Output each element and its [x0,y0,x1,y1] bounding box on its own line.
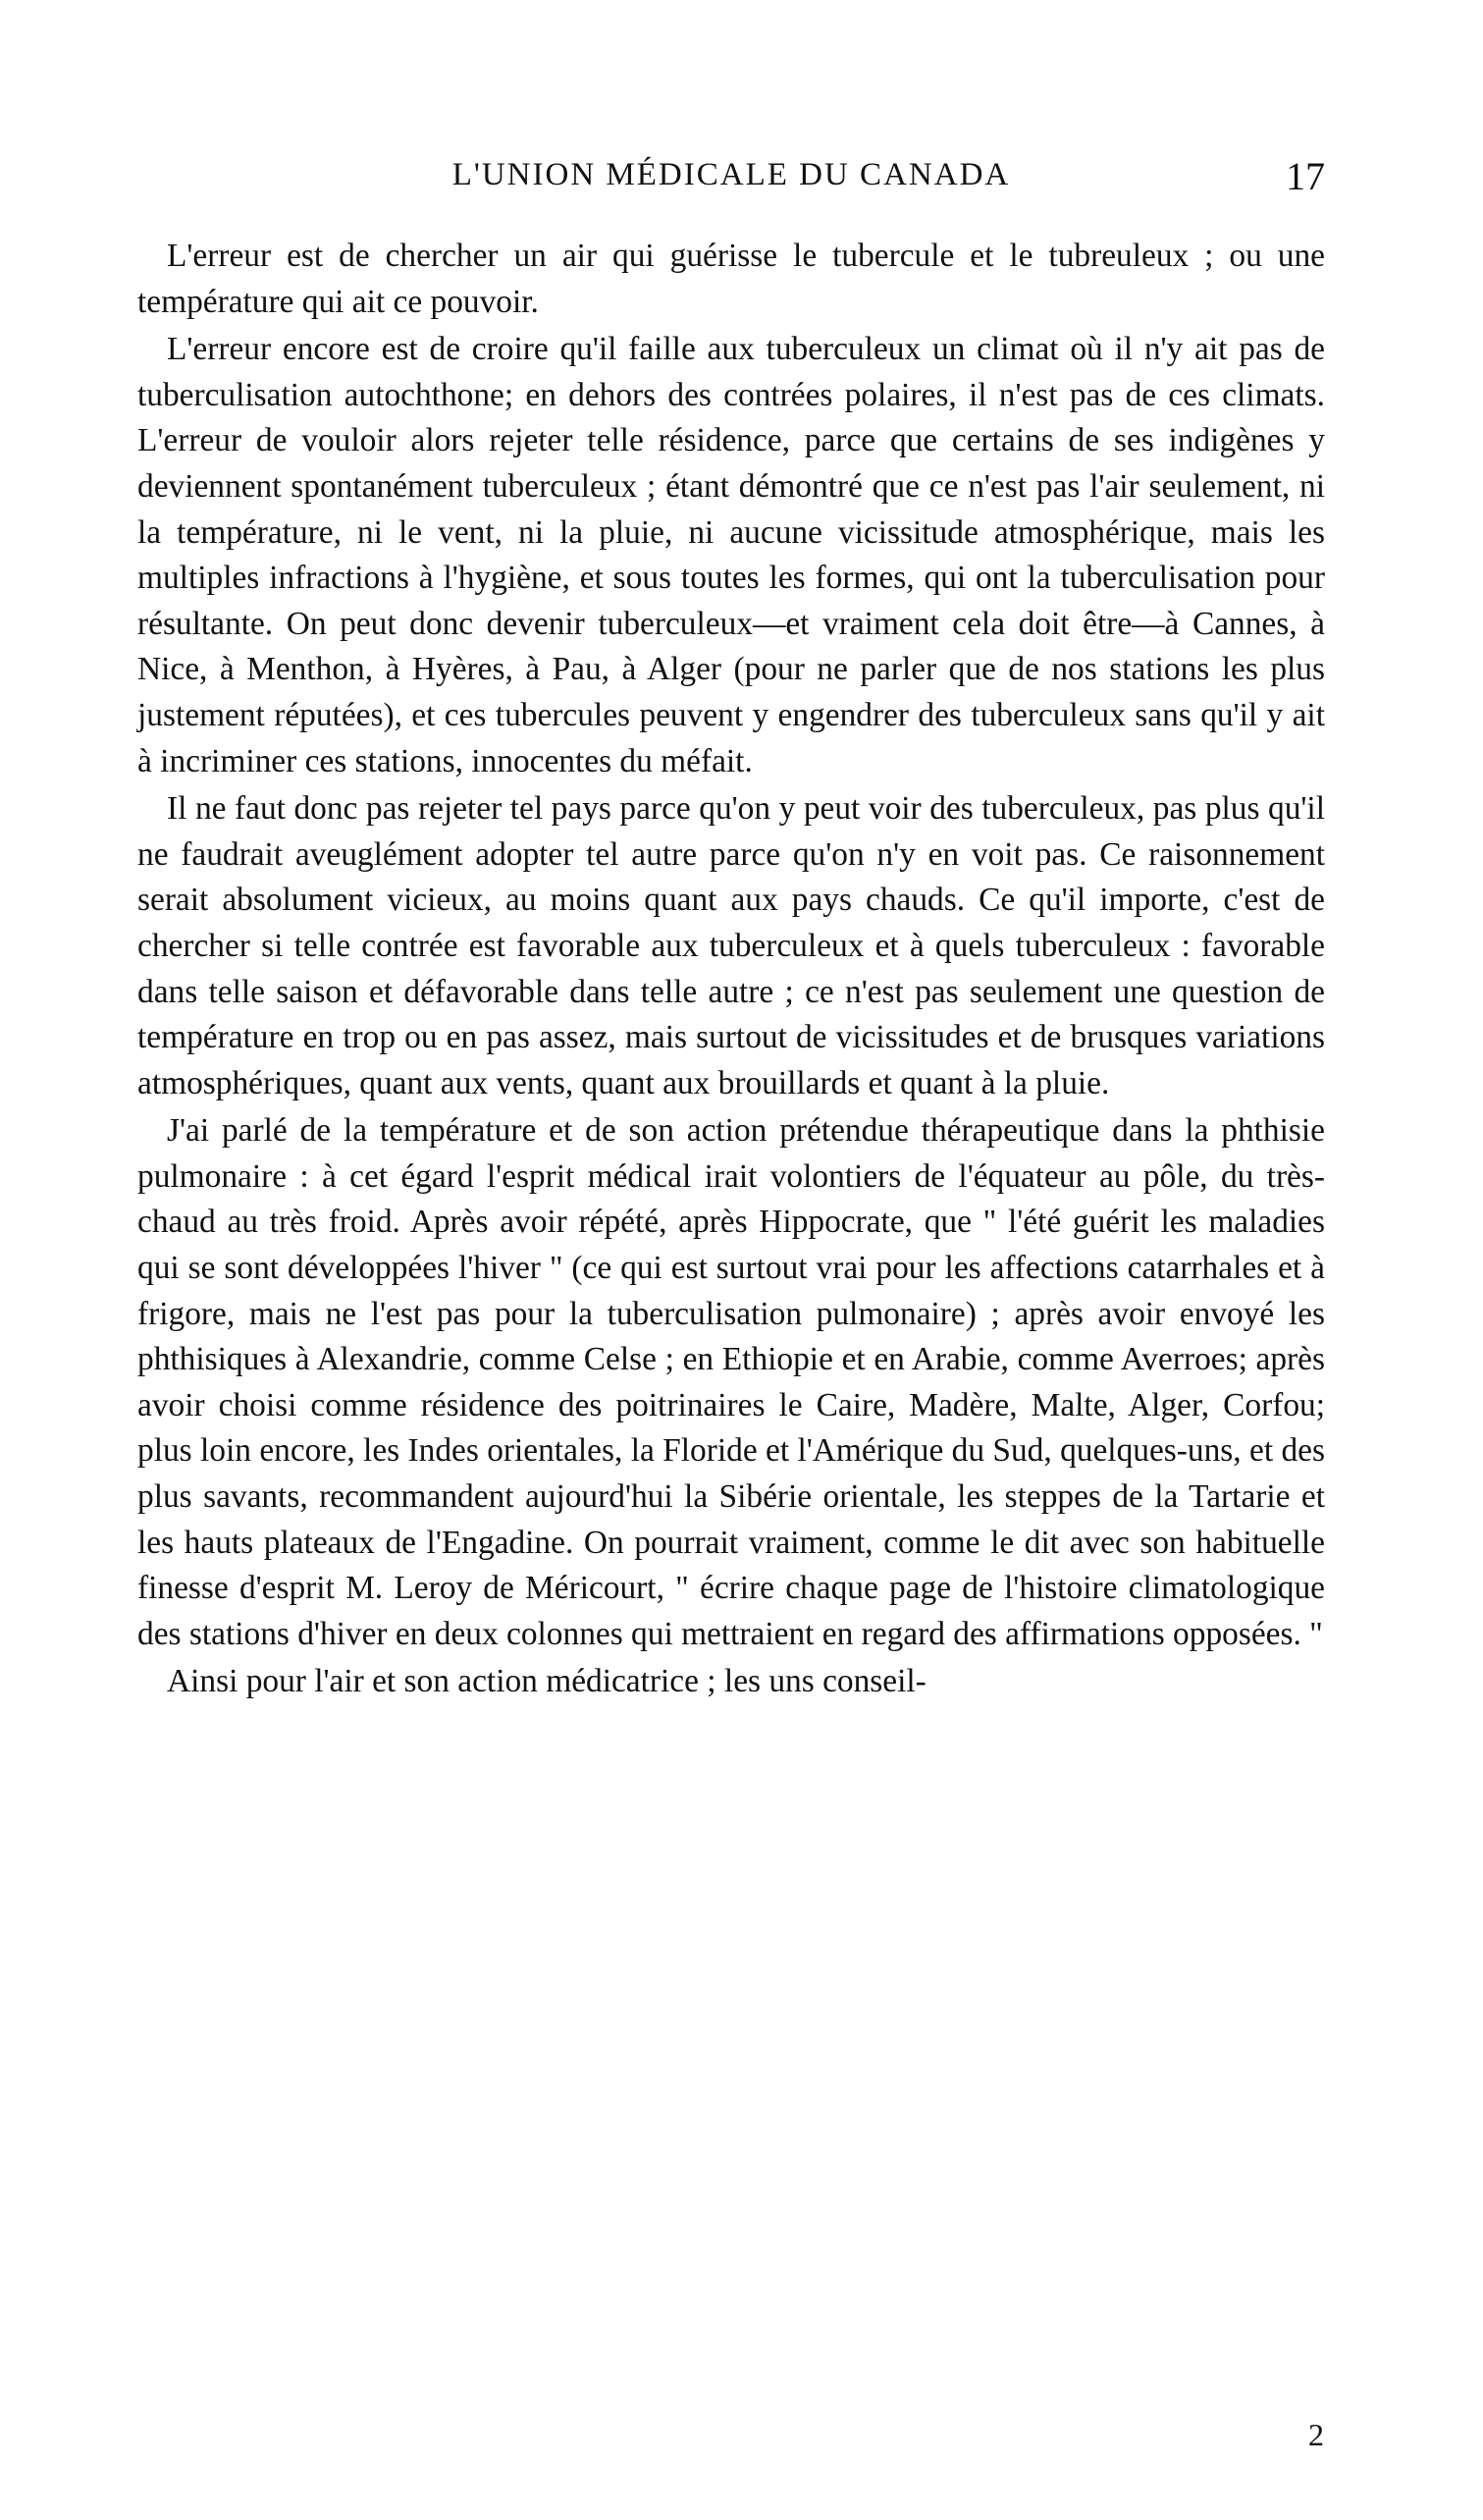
running-title: L'UNION MÉDICALE DU CANADA [451,157,1011,192]
paragraph-3: Il ne faut donc pas rejeter tel pays parce qu'on y peut voir des tuberculeux, pas plus qu'il ne faudrait aveuglément adopter tel autre parce qu'on n'y en voit pas. Ce raisonnement serait absolument vicieux, au moins quant aux pays chauds. Ce qu'il importe, c'est de chercher si telle contrée est favorable aux tuberculeux et à quels tuberculeux : favorable dans telle saison et défavorable dans telle autre ; ce n'est pas seulement une question de température en trop ou en pas assez, mais surtout de vicissitudes et de brusques variations atmosphériques, quant aux vents, quant aux brouillards et quant à la pluie. [137,790,1325,1101]
body-text [137,234,1325,1705]
paragraph-4: J'ai parlé de la température et de son action prétendue thérapeutique dans la phthisie pulmonaire : à cet égard l'esprit médical irait volontiers de l'équateur au pôle, du très-chaud au très froid. Après avoir répété, après Hippocrate, que " l'été guérit les maladies qui se sont développées l'hiver " (ce qui est surtout vrai pour les affections catarrhales et à frigore, mais ne l'est pas pour la tuberculisation pulmonaire) ; après avoir envoyé les phthisiques à Alexandrie, comme Celse ; en Ethiopie et en Arabie, comme Averroes; après avoir choisi comme résidence des poitrinaires le Caire, Madère, Malte, Alger, Corfou; plus loin encore, les Indes orientales, la Floride et l'Amérique du Sud, quelques-uns, et des plus savants, recommandent aujourd'hui la Sibérie orientale, les steppes de la Tartarie et les hauts plateaux de l'Engadine. On pourrait vraiment, comme le dit avec son habituelle finesse d'esprit M. Leroy de Méricourt, " écrire chaque page de l'histoire climatologique des stations d'hiver en deux colonnes qui mettraient en regard des affirmations opposées. " [137,1112,1325,1652]
page-number: 17 [1286,154,1325,198]
paragraph-1: L'erreur est de chercher un air qui guérisse le tubercule et le tubreuleux ; ou une température qui ait ce pouvoir. [137,238,1325,320]
signature-mark: 2 [1308,2417,1324,2452]
paragraph-5: Ainsi pour l'air et son action médicatrice ; les uns conseil- [167,1663,927,1700]
paragraph-2: L'erreur encore est de croire qu'il faille aux tuberculeux un climat où il n'y ait pas de tuberculisation autochthone; en dehors des contrées polaires, il n'est pas de ces climats. L'erreur de vouloir alors rejeter telle résidence, parce que certains de ses indigènes y deviennent spontanément tuberculeux ; étant démontré que ce n'est pas l'air seulement, ni la température, ni le vent, ni la pluie, ni aucune vicissitude atmosphérique, mais les multiples infractions à l'hygiène, et sous toutes les formes, qui ont la tuberculisation pour résultante. On peut donc devenir tuberculeux—et vraiment cela doit être—à Cannes, à Nice, à Menthon, à Hyères, à Pau, à Alger (pour ne parler que de nos stations les plus justement réputées), et ces tubercules peuvent y engendrer des tuberculeux sans qu'il y ait à incriminer ces stations, innocentes du méfait. [137,331,1325,779]
running-head [137,154,1325,206]
